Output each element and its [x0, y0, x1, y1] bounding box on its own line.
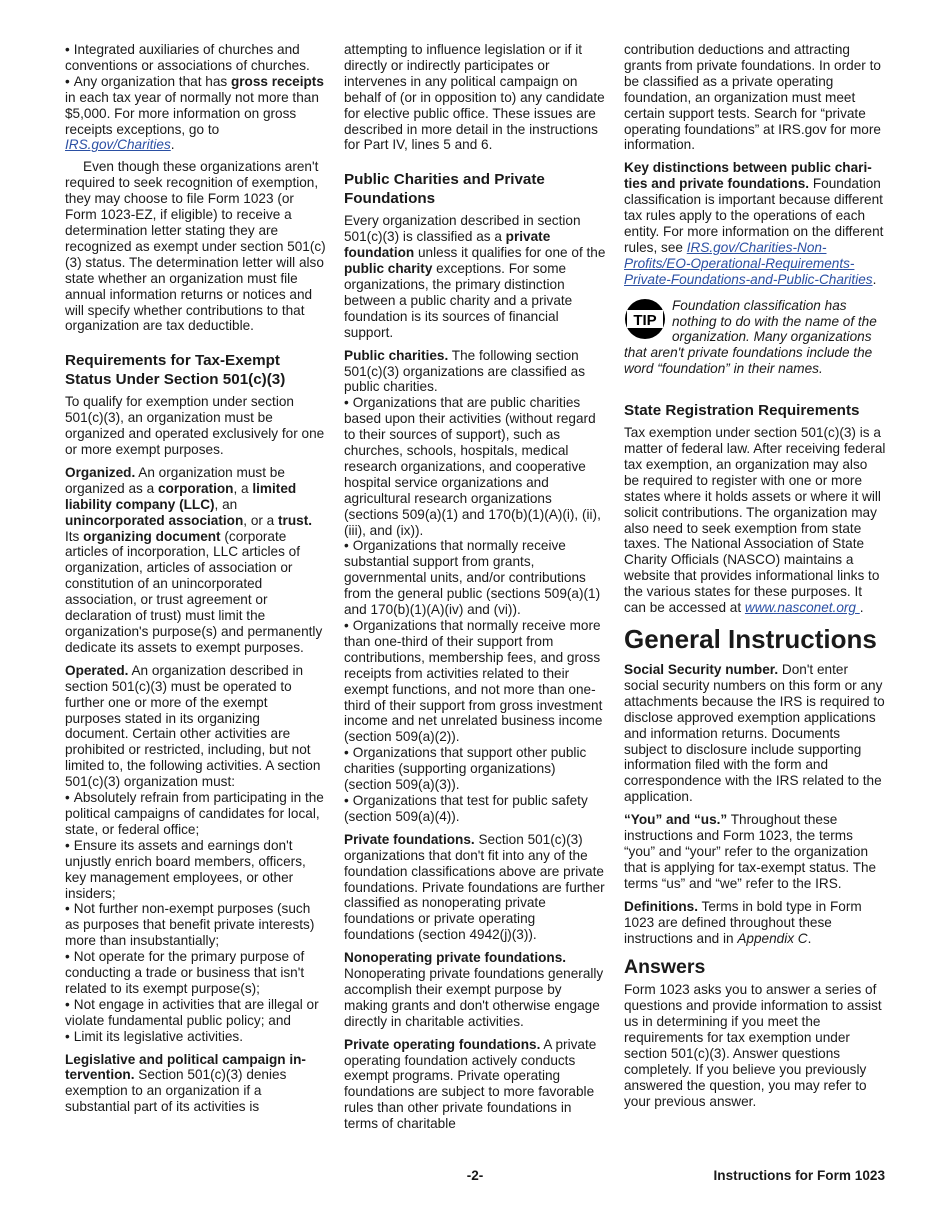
tip-text: Foundation classification has nothing to do with the name of the organization. Many organizations that aren't private foundations include the word “foundation” in their names. — [624, 297, 877, 377]
column-middle — [344, 42, 606, 1139]
list-item: • Organizations that are public charities based upon their activities (without regard to their sources of support), such as churches, schools, hospitals, medical research organizations, and cooperative hospital service organizations and agricultural research organizations (sections 509(a)(1) and 170(b)(1)(A)(i), (ii), (iii), and (ix)). — [344, 395, 606, 538]
paragraph-continued: contribution deductions and attracting grants from private foundations. In order to be classified as a private operating foundation, an organization must meet certain support tests. Search for “private operating foundations” at IRS.gov for more information. — [624, 42, 881, 153]
paragraph-operated: Operated. An organization described in section 501(c)(3) must be operated to further one or more of the exempt purposes stated in its organizing document. Certain other activities are prohibited or restricted, including, but not limited to, the following activities. A section 501(c)(3) organization must: — [65, 662, 321, 790]
tip-box — [624, 298, 886, 378]
paragraph-key-distinctions: Key distinctions between public chari-ties and private foundations. Foundation classification is important because different tax rules apply to the operations of each entity. For more information on the different rules, see IRS.gov/Charities-Non-Profits/EO-Operational-Requirements-Private-Foundations-and-Public-Charities. — [624, 160, 884, 287]
tip-icon — [624, 298, 666, 340]
paragraph-qualify: To qualify for exemption under section 501(c)(3), an organization must be organized and operated exclusively for one or more exempt purposes. — [65, 394, 325, 458]
heading-public-charities: Public Charities and Private Foundations — [344, 171, 545, 208]
column-right — [624, 42, 886, 1117]
list-item: • Limit its legislative activities. — [65, 1029, 327, 1045]
list-item: • Organizations that support other public charities (supporting organizations) (section 509(a)(3)). — [344, 745, 606, 793]
paragraph-private-foundations: Private foundations. Section 501(c)(3) organizations that don't fit into any of the foundation classifications above are private foundations. Private foundations are further classified as nonoperating private foundations or private operating foundations (section 4942(j)(3)). — [344, 831, 605, 943]
column-left — [65, 42, 327, 1122]
list-item: • Not further non-exempt purposes (such as purposes that benefit private interests) more than insubstantially; — [65, 901, 327, 949]
heading-state-registration: State Registration Requirements — [624, 402, 860, 420]
paragraph-every-organization: Every organization described in section 501(c)(3) is classified as a private foundation unless it qualifies for one of the public charity exceptions. For some organizations, the primary distinction between a public charity and a private foundation is its sources of financial support. — [344, 213, 606, 340]
heading-answers: Answers — [624, 956, 706, 979]
page-number: -2- — [466, 1168, 484, 1183]
list-item: • Organizations that test for public safety (section 509(a)(4)). — [344, 793, 606, 825]
list-item: • Not operate for the primary purpose of conducting a trade or business that isn't related to its exempt purpose(s); — [65, 949, 327, 997]
paragraph-definitions: Definitions. Terms in bold type in Form 1023 are defined throughout these instructions and in Appendix C. — [624, 898, 862, 946]
list-item: • Organizations that normally receive more than one-third of their support from contributions, membership fees, and gross receipts from activities related to their exempt functions, and not more than one-third of their support from gross investment income and net unrelated business income (section 509(a)(2)). — [344, 618, 606, 745]
paragraph-even-though: Even though these organizations aren't required to seek recognition of exemption, they may choose to file Form 1023 (or Form 1023-EZ, if eligible) to receive a determination letter stating they are recognized as exempt under section 501(c)(3) status. The determination letter will also state whether an organization must file annual information returns or notices and will specify whether contributions to that organization are tax deductible. — [65, 159, 326, 334]
paragraph-public-charities: Public charities. The following section 501(c)(3) organizations are classified as public charities. — [344, 347, 586, 395]
tip-label: TIP — [633, 311, 657, 329]
footer-document-title: Instructions for Form 1023 — [713, 1168, 885, 1183]
paragraph-you-and-us: “You” and “us.” Throughout these instructions and Form 1023, the terms “you” and “your” refer to the organization that is applying for tax-exempt status. The terms “us” and “we” refer to the IRS. — [624, 812, 877, 891]
list-item: • Ensure its assets and earnings don't unjustly enrich board members, officers, key management employees, or other insiders; — [65, 838, 327, 902]
paragraph-legislative: Legislative and political campaign in-tervention. Section 501(c)(3) denies exemption to an organization if a substantial part of its activities is — [65, 1051, 306, 1115]
nasconet-link[interactable]: www.nasconet.org — [744, 600, 860, 616]
list-item: • Integrated auxiliaries of churches and conventions or associations of churches. — [65, 42, 327, 74]
paragraph-state: Tax exemption under section 501(c)(3) is a matter of federal law. After receiving federal tax exemption, an organization may also be required to register with one or more states where it holds assets or where it will solicit contributions. The organization may also need to seek exemption from state taxes. The National Association of State Charity Officials (NASCO) maintains a website that provides informational links to the various states for these purposes. It can be accessed at www.nasconet.org . — [624, 425, 886, 616]
paragraph-answers: Form 1023 asks you to answer a series of questions and provide information to assist us in determining if you meet the requirements for tax exemption under section 501(c)(3). Answer questions completely. If you believe you previously answered the question, you may refer to your previous answer. — [624, 982, 882, 1109]
list-item: • Absolutely refrain from participating in the political campaigns of candidates for local, state, or federal office; — [65, 790, 327, 838]
paragraph-private-operating: Private operating foundations. A private operating foundation actively conducts exempt programs. Private operating foundations are subject to more favorable rules than other private foundations in terms of charitable — [344, 1036, 597, 1132]
paragraph-nonoperating: Nonoperating private foundations. Nonoperating private foundations generally accomplish their exempt purpose by making grants and don't otherwise engage directly in charitable activities. — [344, 950, 604, 1029]
irs-charities-link[interactable]: IRS.gov/Charities — [65, 137, 171, 153]
irs-foundations-link[interactable]: IRS.gov/Charities-Non-Profits/EO-Operational-Requirements-Private-Foundations-and-Public-Charities — [624, 239, 873, 287]
list-item: • Any organization that has gross receipts in each tax year of normally not more than $5,000. For more information on gross receipts exceptions, go to IRS.gov/Charities. — [65, 74, 327, 154]
list-item: • Organizations that normally receive substantial support from grants, governmental units, and/or contributions from the general public (sections 509(a)(1) and 170(b)(1)(A)(iv) and (vi)). — [344, 538, 606, 618]
list-item: • Not engage in activities that are illegal or violate fundamental public policy; and — [65, 997, 327, 1029]
paragraph-continued: attempting to influence legislation or if it directly or indirectly participates or intervenes in any political campaign on behalf of (or in opposition to) any candidate for elective public office. These issues are described in more detail in the instructions for Part IV, lines 5 and 6. — [344, 42, 605, 153]
paragraph-organized: Organized. An organization must be organized as a corporation, a limited liability company (LLC), an unincorporated association, or a trust. Its organizing document (corporate articles of incorporation, LLC articles of organization, articles of association or constitution of an unincorporated association, or trust agreement or declaration of trust) must limit the organization's purpose(s) and permanently dedicate its assets to exempt purposes. — [65, 464, 323, 655]
heading-requirements: Requirements for Tax-Exempt Status Under Section 501(c)(3) — [65, 352, 286, 389]
heading-general-instructions: General Instructions — [624, 624, 877, 654]
paragraph-ssn: Social Security number. Don't enter social security numbers on this form or any attachments because the IRS is required to disclose approved exemption applications and information returns. Documents subject to disclosure include supporting information filed with the form and correspondence with the IRS related to the application. — [624, 662, 885, 805]
